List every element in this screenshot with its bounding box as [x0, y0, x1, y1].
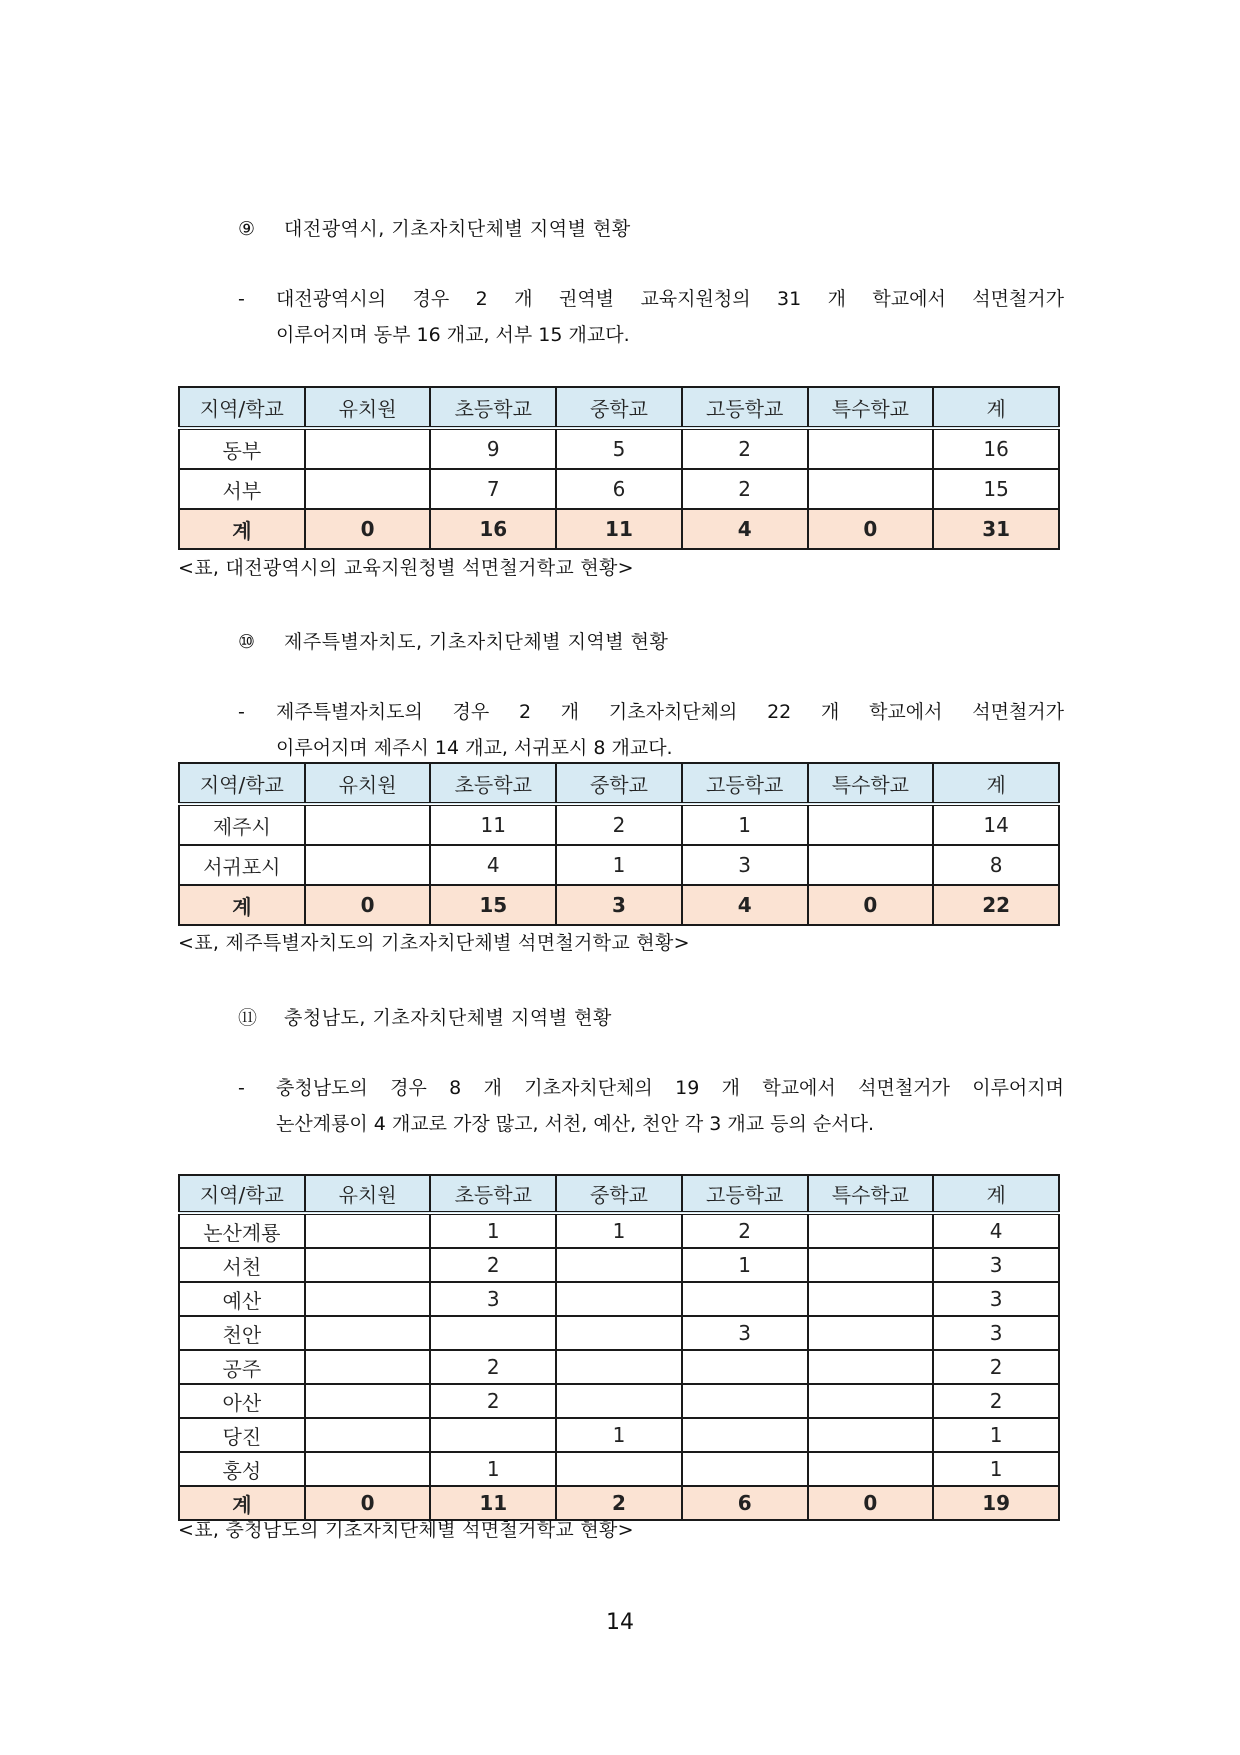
table-row — [179, 845, 1059, 885]
count-cell — [305, 845, 431, 885]
table-row — [179, 1248, 1059, 1282]
paragraph-line: 제주특별자치도의 경우 2 개 기초자치단체의 22 개 학교에서 석면철거가 — [276, 701, 1064, 723]
table-row — [179, 1418, 1059, 1452]
total-cell: 2 — [556, 1486, 682, 1520]
count-cell — [808, 804, 934, 845]
count-cell: 3 — [933, 1282, 1059, 1316]
count-cell: 3 — [682, 1316, 808, 1350]
count-cell — [305, 1452, 431, 1486]
section-title: 제주특별자치도, 기초자치단체별 지역별 현황 — [284, 631, 669, 653]
count-cell: 1 — [682, 1248, 808, 1282]
count-cell — [808, 1316, 934, 1350]
count-cell: 5 — [556, 428, 682, 469]
total-cell: 22 — [933, 885, 1059, 925]
count-cell: 3 — [430, 1282, 556, 1316]
count-cell: 2 — [682, 469, 808, 509]
total-cell: 0 — [305, 1486, 431, 1520]
count-cell — [556, 1384, 682, 1418]
count-cell: 4 — [933, 1213, 1059, 1248]
count-cell: 3 — [682, 845, 808, 885]
table-row — [179, 428, 1059, 469]
count-cell: 7 — [430, 469, 556, 509]
region-cell: 아산 — [179, 1384, 305, 1418]
total-cell: 6 — [682, 1486, 808, 1520]
section-heading-10 — [238, 627, 668, 654]
count-cell — [305, 1248, 431, 1282]
section-title: 충청남도, 기초자치단체별 지역별 현황 — [284, 1007, 612, 1029]
count-cell — [808, 1282, 934, 1316]
column-header: 특수학교 — [808, 763, 934, 804]
column-header: 고등학교 — [682, 763, 808, 804]
count-cell: 1 — [556, 1418, 682, 1452]
count-cell — [556, 1248, 682, 1282]
count-cell: 6 — [556, 469, 682, 509]
column-header: 지역/학교 — [179, 1175, 305, 1213]
count-cell — [682, 1282, 808, 1316]
total-cell: 31 — [933, 509, 1059, 549]
count-cell — [556, 1452, 682, 1486]
paragraph-line: 충청남도의 경우 8 개 기초자치단체의 19 개 학교에서 석면철거가 이루어지며 — [276, 1077, 1064, 1099]
count-cell: 2 — [933, 1384, 1059, 1418]
total-cell: 0 — [808, 509, 934, 549]
column-header: 초등학교 — [430, 387, 556, 428]
count-cell: 9 — [430, 428, 556, 469]
count-cell — [430, 1418, 556, 1452]
column-header: 계 — [933, 763, 1059, 804]
paragraph-line: 이루어지며 제주시 14 개교, 서귀포시 8 개교다. — [276, 737, 673, 759]
region-cell: 당진 — [179, 1418, 305, 1452]
total-cell: 11 — [430, 1486, 556, 1520]
chungnam-table — [178, 1174, 1060, 1521]
table-row — [179, 1213, 1059, 1248]
count-cell — [682, 1384, 808, 1418]
total-cell: 4 — [682, 509, 808, 549]
column-header: 유치원 — [305, 763, 431, 804]
count-cell: 16 — [933, 428, 1059, 469]
region-cell: 논산계룡 — [179, 1213, 305, 1248]
column-header: 유치원 — [305, 1175, 431, 1213]
paragraph-line: 대전광역시의 경우 2 개 권역별 교육지원청의 31 개 학교에서 석면철거가 — [276, 288, 1064, 310]
count-cell: 14 — [933, 804, 1059, 845]
count-cell: 1 — [556, 845, 682, 885]
total-cell: 4 — [682, 885, 808, 925]
region-cell: 서부 — [179, 469, 305, 509]
count-cell — [305, 1350, 431, 1384]
table-caption: <표, 대전광역시의 교육지원청별 석면철거학교 현황> — [178, 557, 634, 579]
paragraph-line: 이루어지며 동부 16 개교, 서부 15 개교다. — [276, 324, 630, 346]
count-cell: 2 — [430, 1350, 556, 1384]
total-cell: 계 — [179, 509, 305, 549]
count-cell — [556, 1316, 682, 1350]
count-cell — [808, 1213, 934, 1248]
daejeon-table — [178, 386, 1060, 550]
column-header: 초등학교 — [430, 763, 556, 804]
table-row — [179, 1384, 1059, 1418]
count-cell — [808, 1384, 934, 1418]
section-paragraph-10 — [238, 694, 1064, 766]
count-cell: 2 — [556, 804, 682, 845]
total-cell: 계 — [179, 1486, 305, 1520]
section-paragraph-11 — [238, 1070, 1064, 1142]
count-cell — [556, 1350, 682, 1384]
bullet-dash: - — [238, 1077, 245, 1099]
jeju-table — [178, 762, 1060, 926]
count-cell: 8 — [933, 845, 1059, 885]
total-cell: 19 — [933, 1486, 1059, 1520]
column-header: 지역/학교 — [179, 387, 305, 428]
count-cell — [808, 1350, 934, 1384]
column-header: 중학교 — [556, 387, 682, 428]
paragraph-line: 논산계룡이 4 개교로 가장 많고, 서천, 예산, 천안 각 3 개교 등의 순서다. — [276, 1113, 875, 1135]
count-cell: 1 — [430, 1452, 556, 1486]
table-row — [179, 1316, 1059, 1350]
section-heading-11 — [238, 1003, 612, 1030]
count-cell: 3 — [933, 1248, 1059, 1282]
count-cell — [682, 1418, 808, 1452]
table-header-row — [179, 763, 1059, 804]
count-cell — [682, 1452, 808, 1486]
section-number: ⑩ — [238, 631, 256, 653]
table-row — [179, 1452, 1059, 1486]
count-cell: 1 — [682, 804, 808, 845]
count-cell: 2 — [933, 1350, 1059, 1384]
section-number: ⑨ — [238, 218, 256, 240]
column-header: 중학교 — [556, 1175, 682, 1213]
total-cell: 0 — [808, 1486, 934, 1520]
count-cell — [808, 469, 934, 509]
count-cell: 15 — [933, 469, 1059, 509]
column-header: 초등학교 — [430, 1175, 556, 1213]
total-cell: 0 — [808, 885, 934, 925]
column-header: 계 — [933, 387, 1059, 428]
column-header: 특수학교 — [808, 387, 934, 428]
count-cell — [305, 469, 431, 509]
column-header: 계 — [933, 1175, 1059, 1213]
count-cell — [305, 1316, 431, 1350]
count-cell: 1 — [933, 1418, 1059, 1452]
section-heading-9 — [238, 214, 631, 241]
count-cell — [682, 1350, 808, 1384]
column-header: 유치원 — [305, 387, 431, 428]
total-cell: 11 — [556, 509, 682, 549]
count-cell — [305, 1282, 431, 1316]
total-cell: 0 — [305, 509, 431, 549]
table-row — [179, 804, 1059, 845]
table-caption: <표, 제주특별자치도의 기초자치단체별 석면철거학교 현황> — [178, 932, 690, 954]
column-header: 특수학교 — [808, 1175, 934, 1213]
total-cell: 계 — [179, 885, 305, 925]
count-cell — [808, 845, 934, 885]
count-cell: 1 — [556, 1213, 682, 1248]
section-paragraph-9 — [238, 281, 1064, 353]
column-header: 중학교 — [556, 763, 682, 804]
count-cell — [808, 1452, 934, 1486]
total-cell: 15 — [430, 885, 556, 925]
bullet-dash: - — [238, 288, 245, 310]
column-header: 고등학교 — [682, 387, 808, 428]
column-header: 지역/학교 — [179, 763, 305, 804]
section-number: ⑪ — [238, 1007, 258, 1029]
region-cell: 동부 — [179, 428, 305, 469]
bullet-dash: - — [238, 701, 245, 723]
region-cell: 천안 — [179, 1316, 305, 1350]
count-cell — [305, 1384, 431, 1418]
count-cell: 1 — [430, 1213, 556, 1248]
count-cell: 1 — [933, 1452, 1059, 1486]
total-cell: 16 — [430, 509, 556, 549]
count-cell: 11 — [430, 804, 556, 845]
region-cell: 서귀포시 — [179, 845, 305, 885]
count-cell: 4 — [430, 845, 556, 885]
region-cell: 홍성 — [179, 1452, 305, 1486]
count-cell: 3 — [933, 1316, 1059, 1350]
table-caption: <표, 충청남도의 기초자치단체별 석면철거학교 현황> — [178, 1519, 634, 1541]
region-cell: 예산 — [179, 1282, 305, 1316]
count-cell — [808, 1418, 934, 1452]
count-cell: 2 — [430, 1384, 556, 1418]
count-cell — [305, 1418, 431, 1452]
table-header-row — [179, 1175, 1059, 1213]
count-cell — [430, 1316, 556, 1350]
table-row — [179, 469, 1059, 509]
count-cell — [808, 428, 934, 469]
count-cell — [808, 1248, 934, 1282]
table-row — [179, 1350, 1059, 1384]
count-cell: 2 — [682, 1213, 808, 1248]
total-cell: 0 — [305, 885, 431, 925]
count-cell — [556, 1282, 682, 1316]
region-cell: 공주 — [179, 1350, 305, 1384]
table-header-row — [179, 387, 1059, 428]
table-row — [179, 1282, 1059, 1316]
section-title: 대전광역시, 기초자치단체별 지역별 현황 — [284, 218, 631, 240]
table-total-row — [179, 885, 1059, 925]
total-cell: 3 — [556, 885, 682, 925]
region-cell: 제주시 — [179, 804, 305, 845]
count-cell: 2 — [682, 428, 808, 469]
column-header: 고등학교 — [682, 1175, 808, 1213]
count-cell — [305, 1213, 431, 1248]
count-cell: 2 — [430, 1248, 556, 1282]
count-cell — [305, 804, 431, 845]
region-cell: 서천 — [179, 1248, 305, 1282]
page-number: 14 — [606, 1610, 634, 1635]
table-total-row — [179, 509, 1059, 549]
count-cell — [305, 428, 431, 469]
